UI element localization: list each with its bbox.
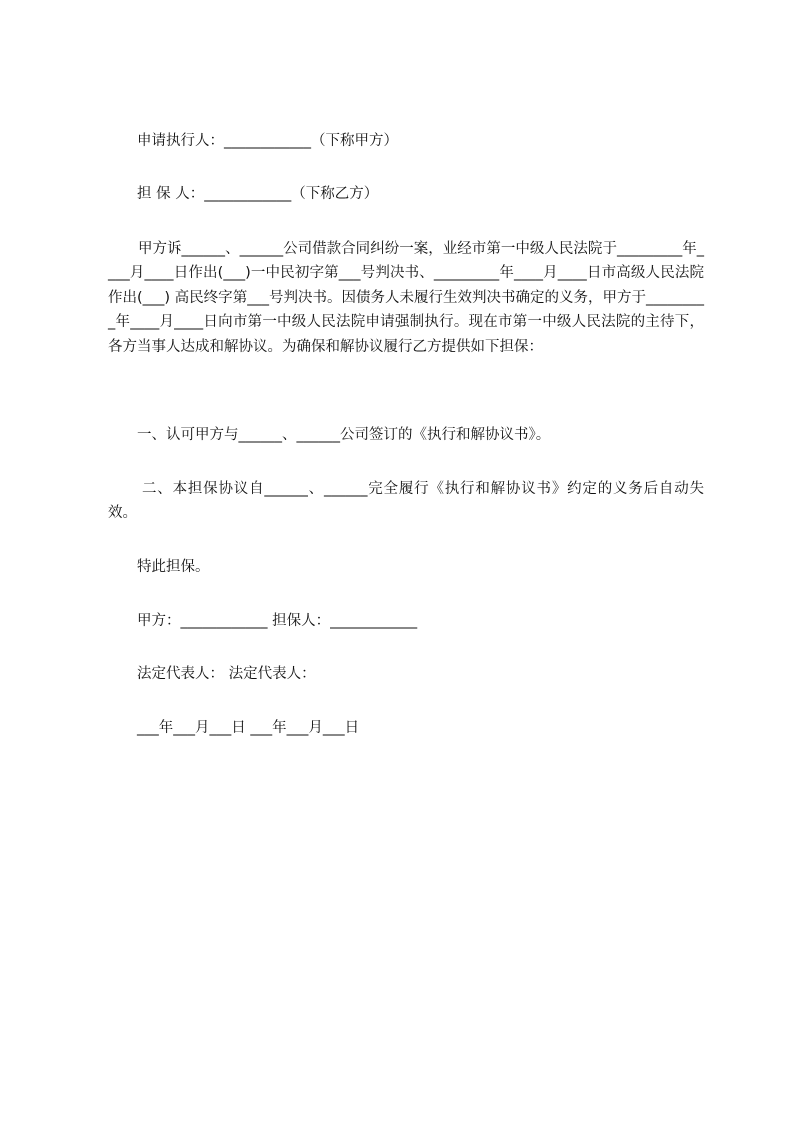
date-line: ___年___月___日 ___年___月___日 — [137, 720, 360, 736]
closing-statement: 特此担保。 — [137, 559, 210, 575]
clause-one: 一、认可甲方与______、______公司签订的《执行和解协议书》。 — [137, 427, 551, 443]
legal-representative-line: 法定代表人： 法定代表人： — [137, 666, 316, 682]
clause-two: 二、本担保协议自______、______完全履行《执行和解协议书》约定的义务后自动失效。 — [108, 481, 704, 522]
case-description-paragraph: 甲方诉______、______公司借款合同纠纷一案，业经市第一中级人民法院于_________年____月____日作出(___)一中民初字第___号判决书、_________年____月____日市高级人民法院作出(___) 高民终字第___号判决书。因债务人未履行生效判决书确定的义务，甲方于_________年____月____日向市第一中级人民法院申请强制执行。现在市第一中级人民法院的主待下，各方当事人达成和解协议。为确保和解协议履行乙方提供如下担保： — [108, 241, 704, 355]
signature-line: 甲方：____________ 担保人：____________ — [137, 613, 418, 629]
guarantor-line: 担 保 人：____________（下称乙方） — [137, 186, 379, 202]
applicant-line: 申请执行人：____________（下称甲方） — [137, 133, 398, 149]
